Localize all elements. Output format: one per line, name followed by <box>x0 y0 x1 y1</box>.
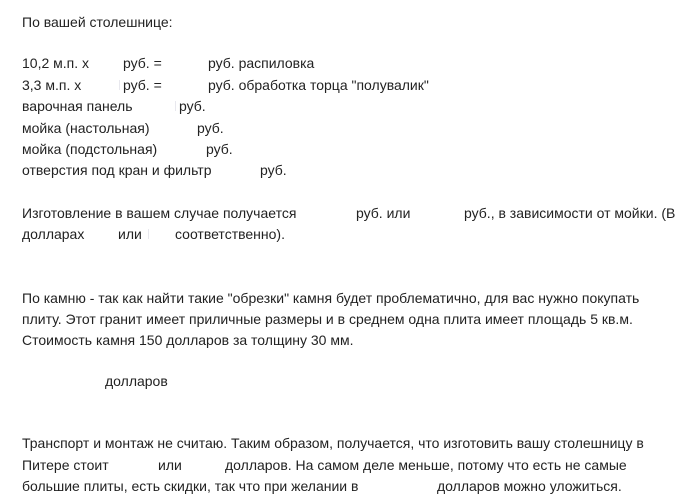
item-sink-top-label: мойка (настольная) <box>22 120 150 136</box>
item-sink-under <box>22 138 682 160</box>
stone-line-3: Стоимость камня 150 долларов за толщину 30 мм. <box>22 332 354 348</box>
item-sawing-total: руб. распиловка <box>208 55 315 71</box>
item-hob-label: варочная панель <box>22 98 133 114</box>
stone-line-1: По камню - так как найти такие "обрезки" камня будет проблематично, для вас нужно покупать <box>22 290 640 306</box>
transport-text-a: Питере стоит <box>22 457 109 473</box>
transport-text-e: долларов можно уложиться. <box>437 478 622 494</box>
redaction-mark <box>119 80 120 90</box>
intro-text: По вашей столешнице: <box>22 14 173 30</box>
transport-line-3 <box>22 475 682 497</box>
item-sink-under-price: руб. <box>206 141 233 157</box>
stone-line-2: плиту. Этот гранит имеет приличные размеры и в среднем одна плита имеет площадь 5 кв.м. <box>22 311 633 327</box>
manufacture-text-b: руб. или <box>356 205 411 221</box>
manufacture-text-a: Изготовление в вашем случае получается <box>22 205 297 221</box>
manufacture-line-1 <box>22 202 682 224</box>
item-sink-top-price: руб. <box>197 120 224 136</box>
transport-line-1: Транспорт и монтаж не считаю. Таким образом, получается, что изготовить вашу столешницу в <box>22 435 644 451</box>
item-edge-processing <box>22 74 682 96</box>
manufacture-text-e: или <box>118 226 142 242</box>
item-holes-price: руб. <box>260 162 287 178</box>
item-sawing-qty: 10,2 м.п. x <box>22 55 90 71</box>
item-hob <box>22 95 682 117</box>
item-holes-label: отверстия под кран и фильтр <box>22 162 212 178</box>
redaction-mark <box>148 229 149 239</box>
dollars-line: долларов <box>105 373 168 389</box>
item-edge-qty: 3,3 м.п. x <box>22 77 82 93</box>
item-holes <box>22 159 682 181</box>
item-hob-price: руб. <box>179 98 206 114</box>
manufacture-line-2 <box>22 223 682 245</box>
item-sink-top <box>22 117 682 139</box>
item-sink-under-label: мойка (подстольная) <box>22 141 158 157</box>
transport-line-2 <box>22 454 682 476</box>
item-sawing <box>22 52 682 74</box>
item-sawing-unit: руб. = <box>123 55 162 71</box>
manufacture-text-f: соответственно). <box>175 226 285 242</box>
item-edge-total: руб. обработка торца "полувалик" <box>208 77 429 93</box>
transport-text-d: большие плиты, есть скидки, так что при желании в <box>22 478 359 494</box>
transport-text-c: долларов. На самом деле меньше, потому что есть не самые <box>225 457 627 473</box>
manufacture-text-d: долларах <box>22 226 85 242</box>
manufacture-text-c: руб., в зависимости от мойки. (В <box>464 205 676 221</box>
item-edge-unit: руб. = <box>123 77 162 93</box>
transport-text-b: или <box>158 457 182 473</box>
redaction-mark <box>175 101 176 111</box>
